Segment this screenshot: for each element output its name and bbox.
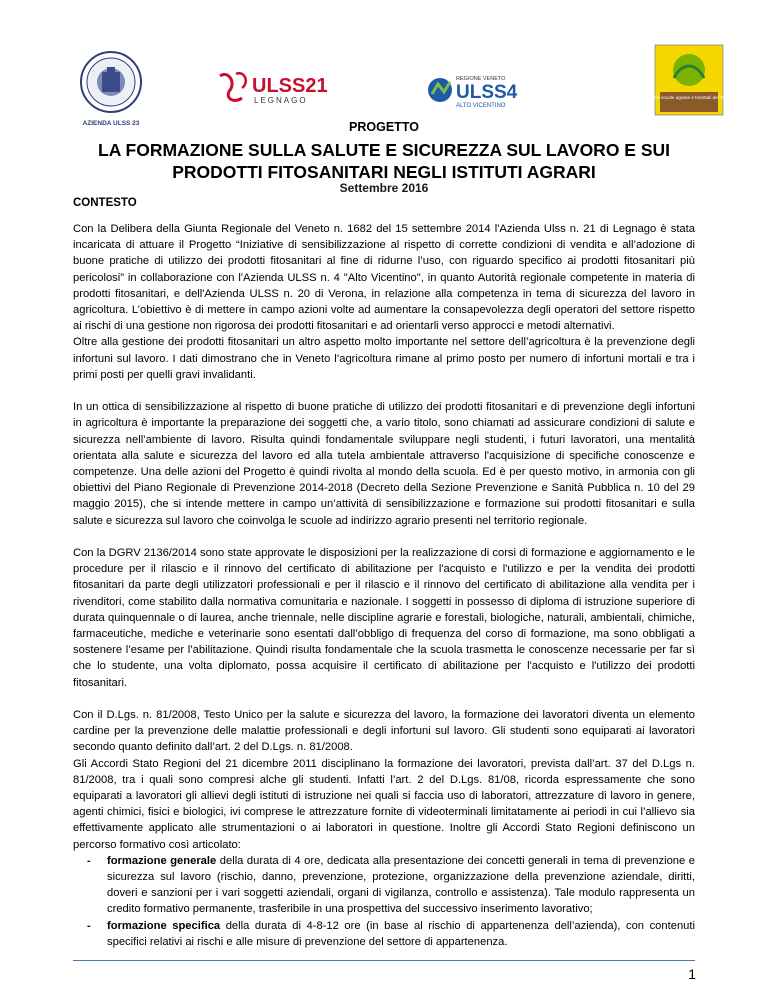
ulss21-name: ULSS21 [252, 75, 328, 97]
document-title: LA FORMAZIONE SULLA SALUTE E SICUREZZA SUL LAVORO E SUI PRODOTTI FITOSANITARI NEGLI ISTITUTI AGRARI [98, 140, 670, 182]
page-number: 1 [688, 966, 696, 982]
seal-label: AZIENDA ULSS 23 [82, 120, 140, 127]
paragraph-delibera: Con la Delibera della Giunta Regionale del Veneto n. 1682 del 15 settembre 2014 l'Azienda Ulss n. 21 di Legnago è stata incaricata di attuare il Progetto “Iniziative di sensibilizzazione al rispetto di corrette condizioni di vendita e all’adozione di buone pratiche di utilizzo dei prodotti fitosanitari al fine di ridurne l’uso, con riguardo specifico ai prodotti fitosanitari più pericolosi” in collaborazione con l'Azienda ULSS n. 4 "Alto Vicentino", in quanto Autorità regionale competente in materia di prodotti fitosanitari, e dell'Azienda ULSS n. 20 di Verona, in relazione alla competenza in tema di sicurezza del lavoro in agricoltura. L’obiettivo è di mettere in campo azioni volte ad aumentare la consapevolezza degli operatori del settore rispetto ai rischi di una gestione non rigorosa dei prodotti fitosanitari e ad orientarli verso approcci e metodi alternativi. [73, 223, 695, 333]
paragraph-accordi-stato-regioni: Gli Accordi Stato Regioni del 21 dicembre 2011 disciplinano la formazione dei lavoratori, prevista dall’art. 37 del D.Lgs n. 81/2008, tra i quali sono compresi alche gli studenti. Infatti l’art. 2 del D.Lgs. 81/08, ricorda espressamente che sono equiparati a lavoratori gli allievi degli istituti di istruzione nei quali si faccia uso di laboratori, attrezzature di lavoro in genere, agenti chimici, fisici e biologici, ivi comprese le attrezzature fornite di videoterminali limitatamente ai periodi in cui l’allievo sia effettivamente applicato alle strumentazioni o ai laboratori in questione. Inoltre gli Accordi Stato Regioni definiscono un percorso formativo così articolato: [73, 757, 695, 851]
paragraph-prevenzione-infortuni: Oltre alla gestione dei prodotti fitosanitari un altro aspetto molto importante nel settore dell’agricoltura è la prevenzione degli infortuni sul lavoro. I dati dimostrano che in Veneto l’agricoltura rimane al primo posto per numero di infortuni mortali e tra i primi posti per quelli gravi invalidanti. [73, 336, 695, 381]
ulss4-top: REGIONE VENETO [456, 76, 506, 82]
list-item [107, 918, 695, 950]
list-item-term: formazione specifica [107, 919, 221, 932]
document-date: Settembre 2016 [339, 181, 429, 195]
azienda-ulss23-seal-logo [78, 50, 144, 128]
footer-divider [73, 960, 695, 961]
section-heading-contesto: CONTESTO [73, 197, 137, 209]
rete-label: Rete delle scuole agrarie e forestali del Triveneto [639, 95, 739, 100]
ulss21-legnago-logo [216, 68, 356, 108]
ulss4-alto-vicentino-logo [424, 70, 564, 110]
list-item [107, 853, 695, 918]
ulss21-sub: LEGNAGO [254, 96, 308, 105]
document-kicker: PROGETTO [349, 120, 419, 134]
training-list [73, 853, 695, 950]
paragraph-sensibilizzazione: In un ottica di sensibilizzazione al rispetto di buone pratiche di utilizzo dei prodotti fitosanitari e di prevenzione degli infortuni in agricoltura è importante la preparazione dei soggetti che, a vario titolo, sono chiamati ad assicurare condizioni di salute e sicurezza nell’ambiente di lavoro. Risulta quindi fondamentale sviluppare negli studenti, i futuri lavoratori, una mentalità orientata alla salute e sicurezza del lavoro ed alla tutela ambientale attraverso l'acquisizione di specifiche conoscenze e competenze. Una delle azioni del Progetto è quindi rivolta al mondo della scuola. Ed è per questo motivo, in armonia con gli obiettivi del Piano Regionale di Prevenzione 2014-2018 (Decreto della Sezione Prevenzione e Sanità Pubblica n. 10 del 29 maggio 2015), che si intende mettere in campo un’attività di sensibilizzazione e formazione sui prodotti fitosanitari e sulla salute e sicurezza sul lavoro che coinvolga le scuole ad indirizzo agrario presenti nel territorio regionale. [73, 401, 695, 527]
paragraph-dlgs-81: Con il D.Lgs. n. 81/2008, Testo Unico per la salute e sicurezza del lavoro, la formazione dei lavoratori diventa un elemento cardine per la prevenzione delle malattie professionali e degli infortuni sul lavoro. Gli studenti sono equiparati ai lavoratori secondo quanto definito dall’art. 2 del D.Lgs. n. 81/2008. [73, 709, 695, 754]
list-item-text: della durata di 4 ore, dedicata alla presentazione dei concetti generali in tema di prevenzione e sicurezza sul lavoro (rischio, danno, prevenzione, protezione, organizzazione della prevenzione aziendale, diritti, doveri e sanzioni per i vari soggetti aziendali, organi di vigilanza, controllo e assistenza). Tale modulo rappresenta un credito formativo permanente, trasferibile in una prospettiva del successivo inserimento lavorativo; [107, 854, 695, 916]
list-item-term: formazione generale [107, 854, 217, 867]
rete-scuole-agrarie-logo [639, 44, 739, 116]
ulss4-name: ULSS4 [456, 82, 518, 103]
list-item-text: della durata di 4-8-12 ore (in base al rischio di appartenenza dell’azienda), con contenuti specifici relativi ai rischi e alle misure di prevenzione del settore di appartenenza. [107, 919, 695, 948]
document-body [73, 221, 695, 950]
ulss4-sub: ALTO VICENTINO [456, 103, 506, 109]
paragraph-dgrv: Con la DGRV 2136/2014 sono state approvate le disposizioni per la realizzazione di corsi di formazione e aggiornamento e le procedure per il rilascio e il rinnovo del certificato di abilitazione per l'acquisto e l'utilizzo e per la vendita dei prodotti fitosanitari da parte degli utilizzatori professionali e per il rilascio e il rinnovo del certificato di abilitazione alla vendita per i rivenditori, come stabilito dalla normativa comunitaria e nazionale. I soggetti in possesso di diploma di istruzione superiore di durata quinquennale o di laurea, anche triennale, nelle discipline agrarie e forestali, biologiche, naturali, ambientali, chimiche, farmaceutiche, mediche e veterinarie sono esentati dall’obbligo di frequenza del corso di formazione, ma sono obbligati a sostenere l’esame per l’abilitazione. Quindi risulta fondamentale che la scuola trasmetta le conoscenze necessarie per far sì che lo studente, una volta diplomato, possa acquisire il certificato di abilitazione per l'acquisto e l'utilizzo dei prodotti fitosanitari. [73, 547, 695, 689]
